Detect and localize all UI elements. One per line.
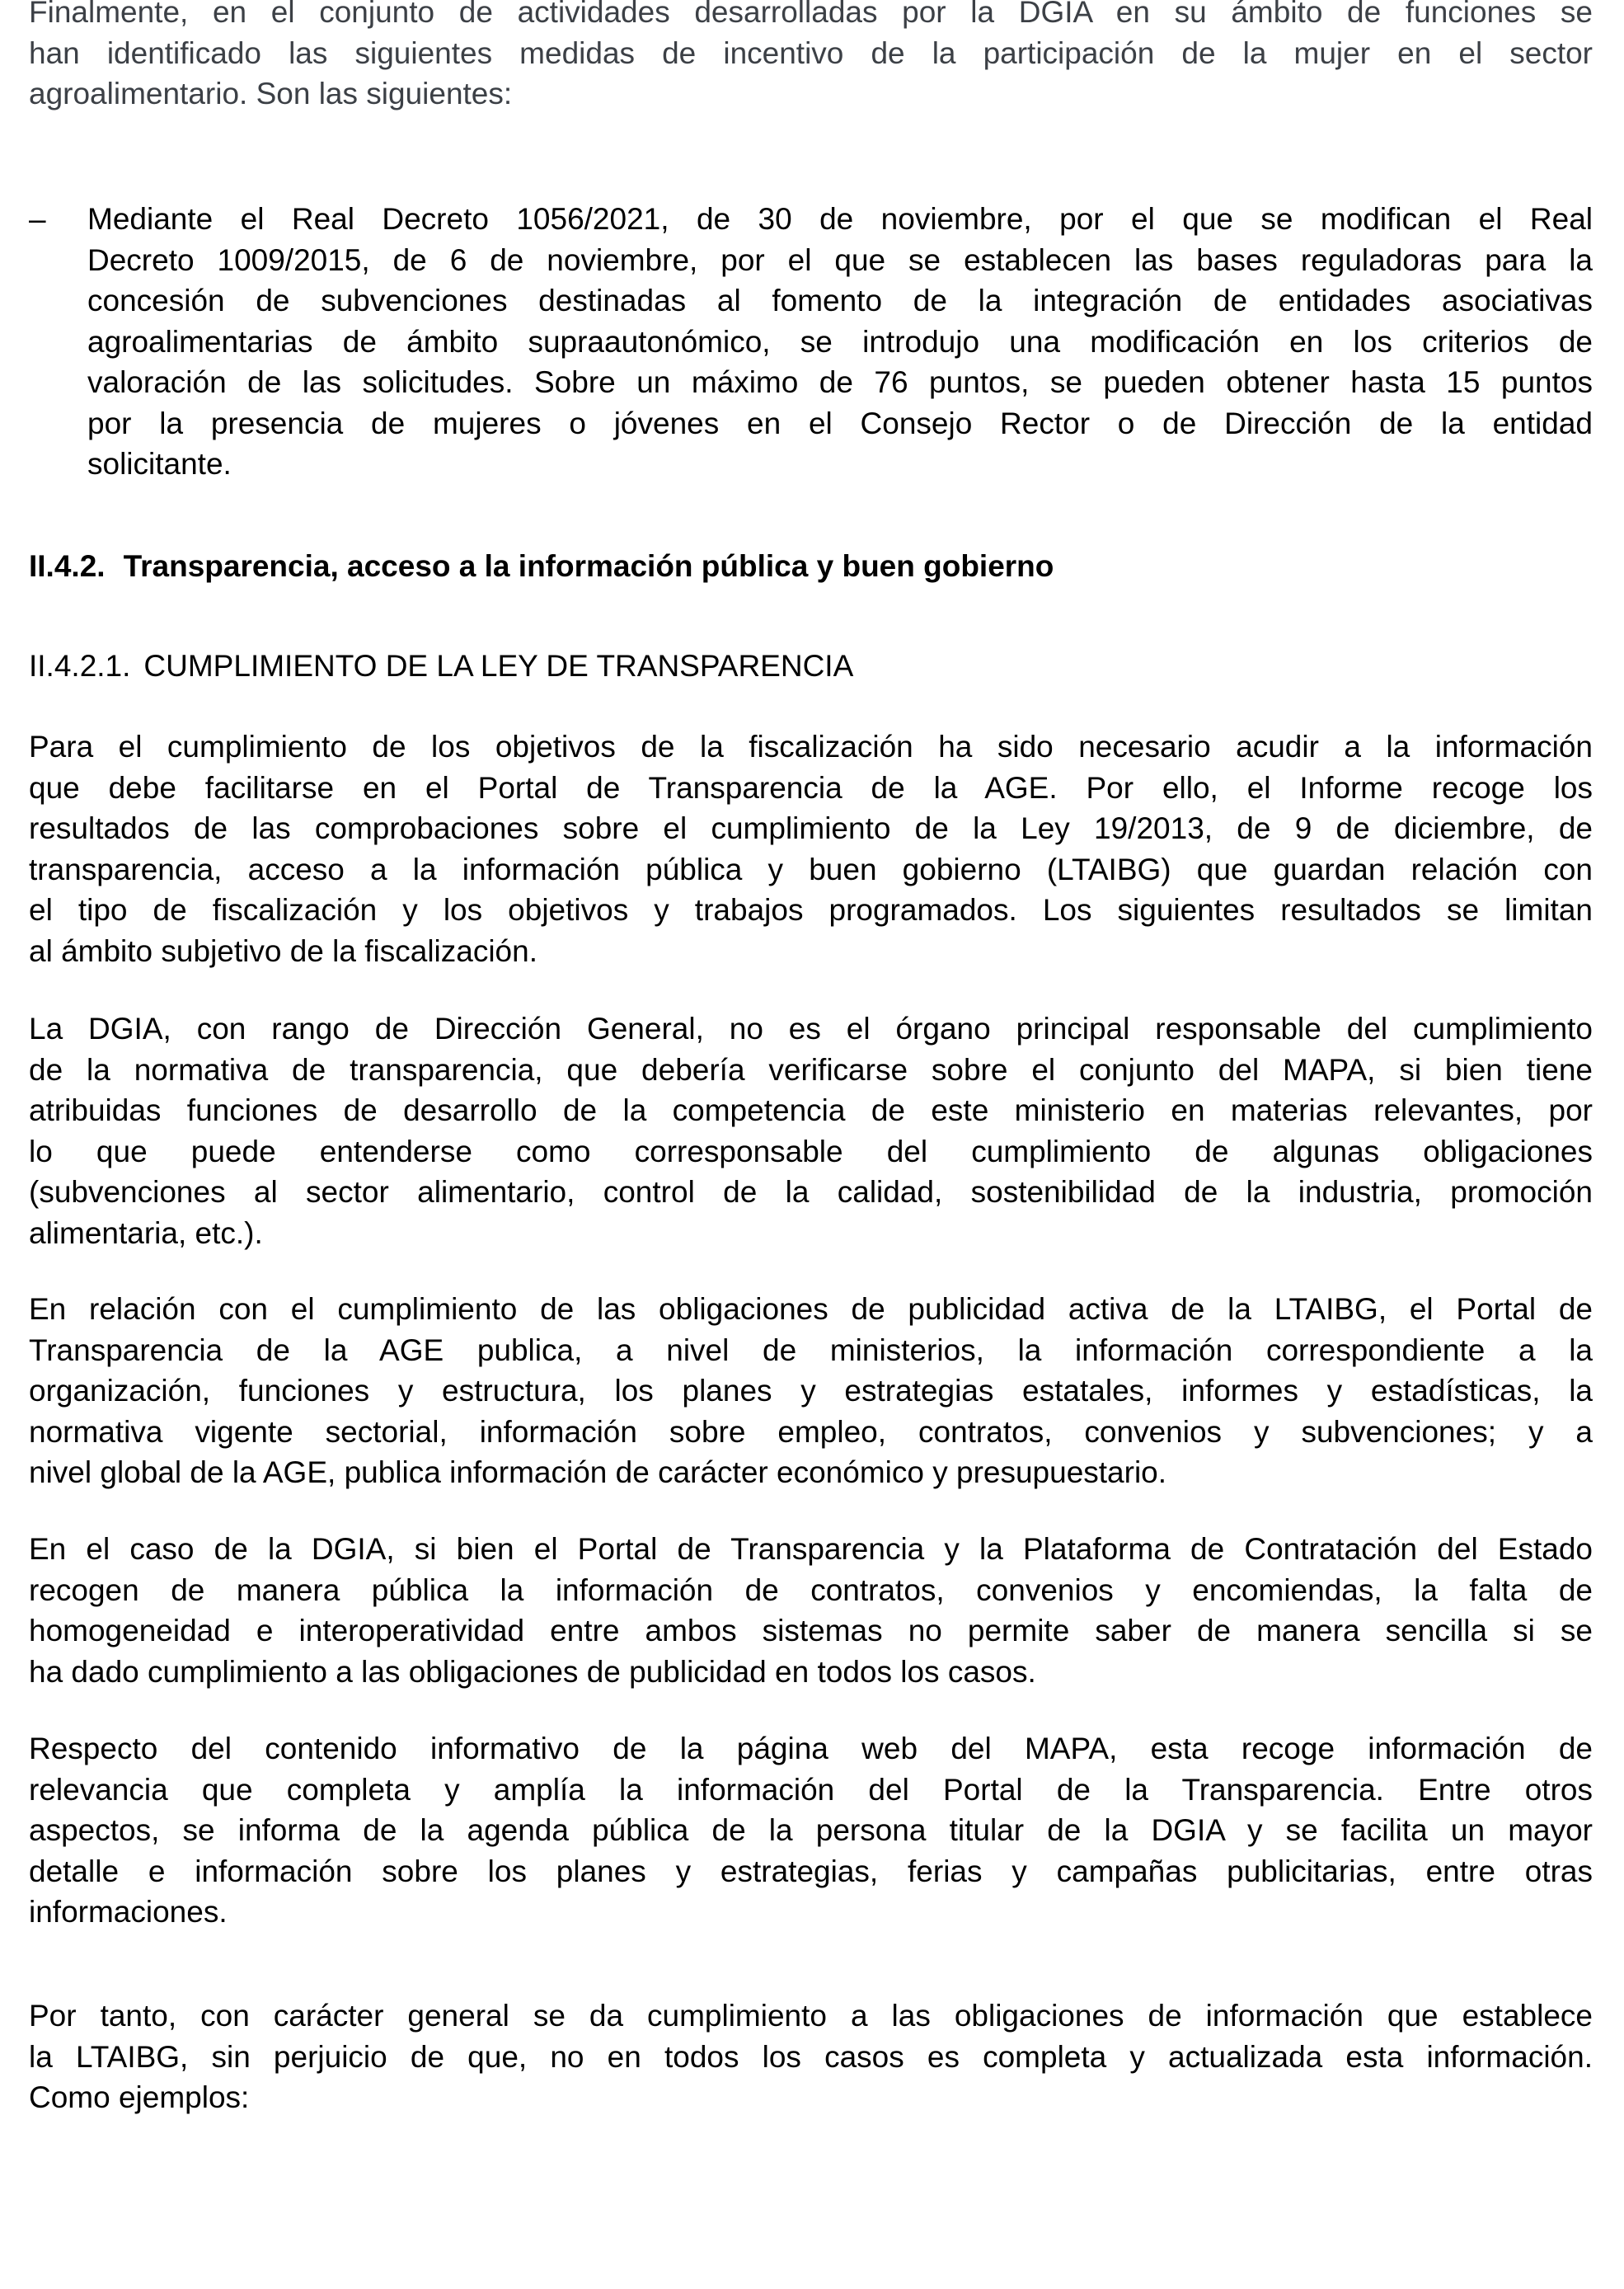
paragraph: [29, 1529, 1593, 1692]
paragraph: [29, 1289, 1593, 1493]
paragraph: [29, 726, 1593, 971]
text-line: transparencia, acceso a la información pública y buen gobierno (LTAIBG) que guardan relación con: [29, 852, 1593, 886]
text-line: recogen de manera pública la información de contratos, convenios y encomiendas, la falta de: [29, 1572, 1593, 1607]
text-line: que debe facilitarse en el Portal de Transparencia de la AGE. Por ello, el Informe recoge los: [29, 770, 1593, 805]
paragraph: [29, 1008, 1593, 1253]
text-line: de la normativa de transparencia, que debería verificarse sobre el conjunto del MAPA, si bien tiene: [29, 1052, 1593, 1087]
text-line: agroalimentarias de ámbito supraautonómico, se introdujo una modificación en los criterios de: [87, 324, 1593, 359]
section-title: Transparencia, acceso a la información pública y buen gobierno: [123, 549, 1054, 583]
subsection-heading: [29, 646, 1593, 687]
text-line: resultados de las comprobaciones sobre el cumplimiento de la Ley 19/2013, de 9 de diciembre, de: [29, 811, 1593, 845]
text-line: En el caso de la DGIA, si bien el Portal de Transparencia y la Plataforma de Contratación del Estado: [29, 1532, 1593, 1566]
subsection-number: II.4.2.1.: [29, 649, 131, 683]
text-line: (subvenciones al sector alimentario, control de la calidad, sostenibilidad de la industria, promoción: [29, 1175, 1593, 1209]
text-line: lo que puede entenderse como corresponsable del cumplimiento de algunas obligaciones: [29, 1134, 1593, 1168]
text-line: aspectos, se informa de la agenda pública de la persona titular de la DGIA y se facilita un mayor: [29, 1813, 1593, 1847]
text-line: agroalimentario. Son las siguientes:: [29, 77, 513, 110]
text-line: solicitante.: [87, 447, 232, 481]
text-line: La DGIA, con rango de Dirección General, no es el órgano principal responsable del cumplimiento: [29, 1012, 1593, 1046]
intro-paragraph: [29, 0, 1593, 115]
text-line: En relación con el cumplimiento de las obligaciones de publicidad activa de la LTAIBG, el Portal de: [29, 1292, 1593, 1326]
text-line: Como ejemplos:: [29, 2080, 250, 2114]
text-line: Decreto 1009/2015, de 6 de noviembre, por el que se establecen las bases reguladoras para la: [87, 242, 1593, 277]
text-line: Respecto del contenido informativo de la página web del MAPA, esta recoge información de: [29, 1732, 1593, 1765]
paragraph: [29, 1995, 1593, 2118]
dash-bullet-icon: –: [29, 202, 46, 236]
text-line: el tipo de fiscalización y los objetivos y trabajos programados. Los siguientes resultados se limitan: [29, 893, 1593, 927]
text-line: organización, funciones y estructura, los planes y estrategias estatales, informes y estadísticas, la: [29, 1374, 1593, 1408]
paragraph: [29, 1728, 1593, 1933]
text-line: concesión de subvenciones destinadas al fomento de la integración de entidades asociativas: [87, 284, 1593, 317]
text-line: atribuidas funciones de desarrollo de la competencia de este ministerio en materias relevantes, por: [29, 1093, 1593, 1127]
text-line: Mediante el Real Decreto 1056/2021, de 30 de noviembre, por el que se modifican el Real: [87, 202, 1593, 236]
section-number: II.4.2.: [29, 549, 106, 583]
text-line: Transparencia de la AGE publica, a nivel de ministerios, la información correspondiente a la: [29, 1333, 1593, 1367]
subsection-title: CUMPLIMIENTO DE LA LEY DE TRANSPARENCIA: [143, 649, 854, 683]
text-line: ha dado cumplimiento a las obligaciones de publicidad en todos los casos.: [29, 1654, 1036, 1689]
text-line: la LTAIBG, sin perjuicio de que, no en todos los casos es completa y actualizada esta información.: [29, 2039, 1593, 2074]
text-line: Por tanto, con carácter general se da cumplimiento a las obligaciones de información que establece: [29, 1999, 1593, 2033]
bullet-text: [87, 199, 1593, 485]
text-line: nivel global de la AGE, publica información de carácter económico y presupuestario.: [29, 1455, 1167, 1489]
text-line: al ámbito subjetivo de la fiscalización.: [29, 933, 537, 968]
text-line: valoración de las solicitudes. Sobre un máximo de 76 puntos, se pueden obtener hasta 15 puntos: [87, 365, 1593, 399]
section-heading: [29, 546, 1593, 587]
text-line: por la presencia de mujeres o jóvenes en el Consejo Rector o de Dirección de la entidad: [87, 406, 1593, 440]
text-line: alimentaria, etc.).: [29, 1215, 263, 1250]
text-line: Finalmente, en el conjunto de actividades desarrolladas por la DGIA en su ámbito de funciones se: [29, 0, 1593, 29]
text-line: detalle e información sobre los planes y estrategias, ferias y campañas publicitarias, entre otras: [29, 1854, 1593, 1888]
text-line: informaciones.: [29, 1895, 228, 1929]
text-line: han identificado las siguientes medidas de incentivo de la participación de la mujer en el sector: [29, 35, 1593, 70]
text-line: normativa vigente sectorial, información sobre empleo, contratos, convenios y subvenciones; y a: [29, 1414, 1593, 1449]
text-line: homogeneidad e interoperatividad entre ambos sistemas no permite saber de manera sencilla si se: [29, 1614, 1593, 1647]
text-line: Para el cumplimiento de los objetivos de la fiscalización ha sido necesario acudir a la información: [29, 730, 1593, 764]
text-line: relevancia que completa y amplía la información del Portal de la Transparencia. Entre otros: [29, 1772, 1593, 1807]
